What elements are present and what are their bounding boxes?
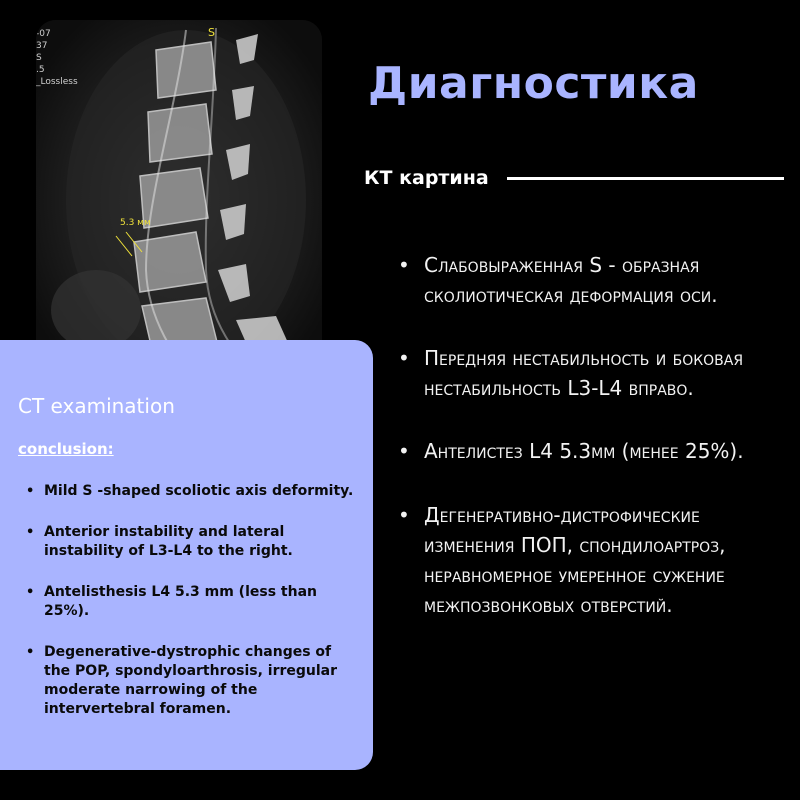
- list-item: [398, 436, 786, 466]
- panel-title: CT examination: [18, 394, 175, 418]
- ct-overlay-line: 37: [36, 41, 48, 51]
- ct-overlay-line: _Lossless: [36, 77, 78, 87]
- finding-text: Слабовыраженная S - образная сколиотическая деформация оси.: [424, 253, 718, 307]
- page-title: Диагностика: [368, 58, 699, 109]
- en-findings-list: [26, 482, 356, 741]
- ct-measurement-label: 5.3 мм: [120, 218, 151, 228]
- bullet-icon: •: [26, 585, 35, 600]
- conclusion-label: conclusion:: [18, 440, 114, 458]
- bullet-icon: •: [398, 253, 410, 277]
- ct-orientation-marker: S: [208, 26, 215, 39]
- bullet-icon: •: [26, 645, 35, 660]
- finding-text: Антелистез L4 5.3мм (менее 25%).: [424, 439, 744, 463]
- ct-scan-image: [36, 20, 322, 380]
- bullet-icon: •: [26, 484, 35, 499]
- list-item: [26, 643, 356, 719]
- bullet-icon: •: [398, 346, 410, 370]
- bullet-icon: •: [398, 503, 410, 527]
- list-item: [26, 523, 356, 561]
- finding-text: Mild S -shaped scoliotic axis deformity.: [44, 483, 354, 499]
- ru-findings-list: [398, 250, 786, 652]
- bullet-icon: •: [398, 439, 410, 463]
- ct-overlay-text: [36, 28, 78, 88]
- finding-text: Дегенеративно-дистрофические изменения ПОП, спондилоартроз, неравномерное умеренное сужение межпозвонковых отверстий.: [424, 503, 726, 617]
- list-item: [26, 482, 356, 501]
- subtitle-divider: [507, 177, 784, 180]
- ct-overlay-line: -07: [36, 29, 51, 39]
- list-item: [398, 500, 786, 620]
- finding-text: Degenerative-dystrophic changes of the POP, spondyloarthrosis, irregular moderate narrowing of the intervertebral foramen.: [44, 644, 338, 717]
- ct-overlay-line: S: [36, 53, 42, 63]
- finding-text: Antelisthesis L4 5.3 mm (less than 25%).: [44, 584, 317, 619]
- ct-overlay-line: .5: [36, 65, 45, 75]
- subtitle-row: [364, 165, 784, 191]
- finding-text: Anterior instability and lateral instability of L3-L4 to the right.: [44, 524, 293, 559]
- list-item: [26, 583, 356, 621]
- finding-text: Передняя нестабильность и боковая нестабильность L3-L4 вправо.: [424, 346, 744, 400]
- spine-ct-illustration: [36, 20, 322, 380]
- section-subtitle: КТ картина: [364, 167, 489, 189]
- list-item: [398, 250, 786, 310]
- list-item: [398, 343, 786, 403]
- bullet-icon: •: [26, 525, 35, 540]
